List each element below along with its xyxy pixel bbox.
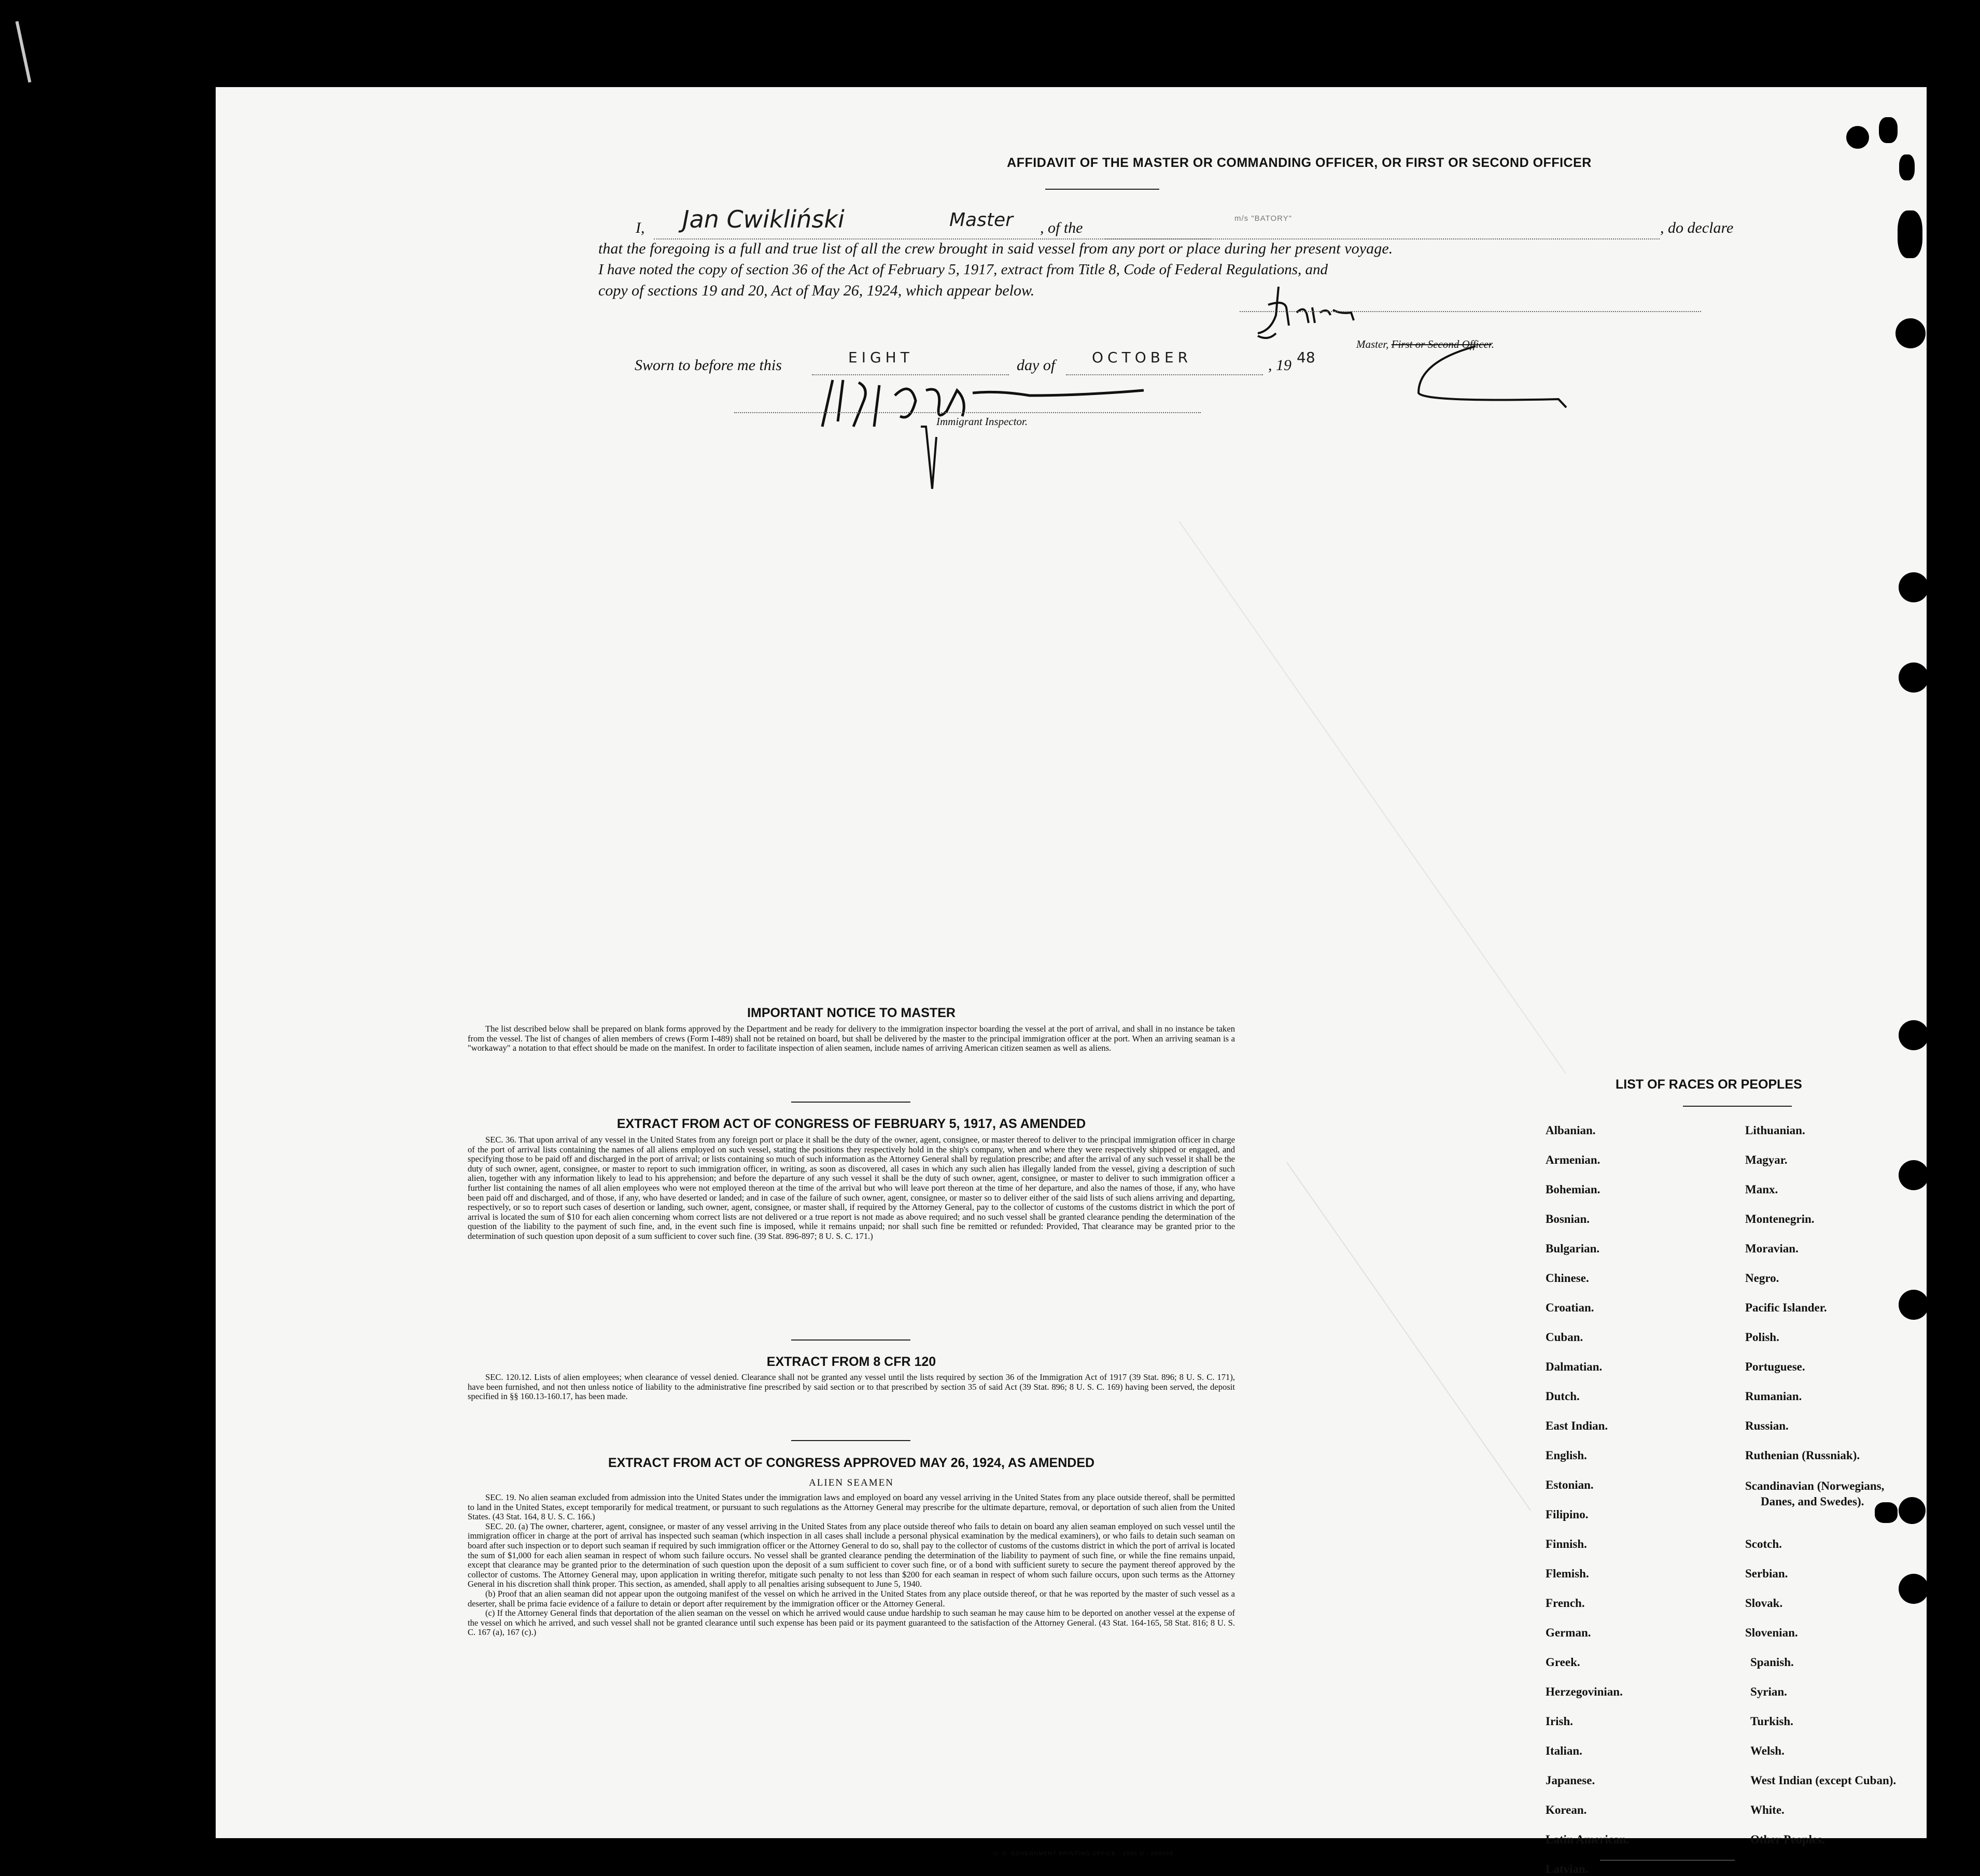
race-item: Slovak.	[1745, 1597, 1783, 1610]
inspector-signature-line	[734, 411, 1201, 413]
punch-hole	[1899, 662, 1929, 693]
declaration-prefix: I,	[636, 219, 645, 236]
race-item: Filipino.	[1546, 1508, 1589, 1521]
declaration-line-2: that the foregoing is a full and true list of all the crew brought in said vessel from any port or place during her present voyage.	[598, 240, 1393, 257]
faint-tick-mark	[1286, 1162, 1531, 1511]
races-title: LIST OF RACES OR PEOPLES	[1616, 1077, 1802, 1092]
extract-cfr-text	[468, 1373, 1235, 1402]
race-item: Ruthenian (Russniak).	[1745, 1449, 1860, 1462]
caption-struck-officer: First or Second Officer	[1391, 338, 1492, 350]
race-item: Chinese.	[1546, 1272, 1589, 1285]
race-item: Dutch.	[1546, 1390, 1580, 1403]
race-item-line: Danes, and Swedes).	[1761, 1495, 1864, 1508]
race-item: Albanian.	[1546, 1124, 1596, 1137]
race-item: Turkish.	[1750, 1715, 1793, 1728]
race-item: Cuban.	[1546, 1331, 1583, 1344]
race-item: Scotch.	[1745, 1538, 1782, 1550]
race-item: Slovenian.	[1745, 1626, 1798, 1639]
race-item-multiline	[1745, 1478, 1963, 1510]
punch-hole	[1899, 572, 1929, 602]
race-item: Serbian.	[1745, 1567, 1788, 1580]
inspector-caption: Immigrant Inspector.	[936, 415, 1028, 428]
race-item: Finnish.	[1546, 1538, 1587, 1550]
sec-36-paragraph: SEC. 36. That upon arrival of any vessel in the United States from any foreign port or place it shall be the duty of the owner, agent, consignee, or master thereof to deliver to the principal immigration officer in charge of the port of arrival lists containing the names of all aliens employed on such vessel, stating the positions they respectively hold in the ship's company, when and where they were respectively shipped or engaged, and specifying those to be paid off and discharged in the port of arrival; or lists containing so much of such information as the Attorney General shall by regulation prescribe; and after the arrival of any such vessel it shall be the duty of such owner, agent, consignee, or master to report to such immigration officer, in writing, as soon as discovered, all cases in which any such alien has illegally landed from the vessel, giving a description of such alien, together with any information likely to lead to his apprehension; and before the departure of any such vessel it shall be the duty of such owner, agent, consignee, or master to deliver to such immigration officer a further list containing the names of all alien employees who were not employed thereon at the time of the arrival but who will leave port thereon at the time of her departure, and also the names of those, if any, who have been paid off and discharged, and of those, if any, who have deserted or landed; and in case of the failure of such owner, agent, consignee, or master so to deliver either of the said lists of such aliens arriving and departing, respectively, or so to report such cases of desertion or landing, such owner, agent, consignee, or master shall, if required by the Attorney General, pay to the collector of customs of the customs district in which the port of arrival is located the sum of $10 for each alien concerning whom correct lists are not delivered or a true report is not made as above required; and no such vessel shall be granted clearance pending the determination of the question of the liability to the payment of such fine, and, in the event such fine is imposed, while it remains unpaid; nor shall such fine be remitted or refunded: Provided, That clearance may be granted prior to the determination of such question upon deposit of a sum sufficient to cover such fine. (39 Stat. 896-897; 8 U. S. C. 171.)	[468, 1135, 1235, 1241]
race-item: Armenian.	[1546, 1153, 1600, 1166]
race-item: Negro.	[1745, 1272, 1779, 1285]
punch-hole	[1899, 1290, 1929, 1320]
race-item: Korean.	[1546, 1803, 1587, 1816]
section-rule	[791, 1339, 910, 1341]
race-item: Dalmatian.	[1546, 1360, 1603, 1373]
race-item: Polish.	[1745, 1331, 1779, 1344]
section-rule	[791, 1440, 910, 1441]
race-item: White.	[1750, 1803, 1785, 1816]
race-item: Latvian.	[1546, 1863, 1589, 1875]
race-item: Pacific Islander.	[1745, 1301, 1827, 1314]
race-item: West Indian (except Cuban).	[1750, 1774, 1897, 1787]
of-the-text: , of the	[1040, 219, 1083, 236]
document-page	[216, 87, 1927, 1875]
sworn-prefix: Sworn to before me this	[635, 357, 782, 374]
affidavit-title: AFFIDAVIT OF THE MASTER OR COMMANDING OFFICER, OR FIRST OR SECOND OFFICER	[1007, 156, 1592, 170]
race-item: Syrian.	[1750, 1685, 1787, 1698]
race-item: Magyar.	[1745, 1153, 1788, 1166]
race-item: Bosnian.	[1546, 1212, 1590, 1225]
race-item: Spanish.	[1750, 1656, 1794, 1669]
faint-tick-mark	[1178, 521, 1566, 1074]
race-item: Other Peoples.	[1750, 1833, 1825, 1846]
race-item-line: Scandinavian (Norwegians,	[1745, 1479, 1885, 1492]
sec-20b-paragraph: (b) Proof that an alien seaman did not appear upon the outgoing manifest of the vessel on which he arrived in the United States from any place outside thereof, or that he was reported by the master of such vessel as a deserter, shall be prima facie evidence of a failure to detain or deport after requirement by the immigration officer or the Attorney General.	[468, 1588, 1235, 1609]
declaration-line-4: copy of sections 19 and 20, Act of May 26, 1924, which appear below.	[598, 282, 1035, 299]
race-item: Rumanian.	[1745, 1390, 1802, 1403]
race-item: Estonian.	[1546, 1478, 1594, 1491]
race-item: Herzegovinian.	[1546, 1685, 1623, 1698]
race-item: Croatian.	[1546, 1301, 1594, 1314]
signature-flourish	[1403, 341, 1579, 408]
extract-1917-title: EXTRACT FROM ACT OF CONGRESS OF FEBRUARY 5, 1917, AS AMENDED	[616, 1117, 1086, 1131]
punch-hole	[1846, 126, 1869, 149]
declaration-line-3: I have noted the copy of section 36 of the Act of February 5, 1917, extract from Title 8, Code of Federal Regulations, and	[598, 261, 1328, 278]
race-item: Russian.	[1745, 1419, 1789, 1432]
sworn-month-handwritten: OCTOBER	[1092, 349, 1192, 366]
race-item: Bohemian.	[1546, 1183, 1600, 1196]
race-item: Latin American.	[1546, 1833, 1629, 1846]
race-item: French.	[1546, 1597, 1585, 1610]
film-scratch	[16, 21, 32, 83]
race-item: Montenegrin.	[1745, 1212, 1815, 1225]
sworn-year-handwritten: 48	[1297, 349, 1315, 366]
race-item: Japanese.	[1546, 1774, 1595, 1787]
master-name-handwritten: Jan Cwikliński	[682, 205, 845, 233]
punch-hole	[1899, 1574, 1929, 1604]
race-item: Moravian.	[1745, 1242, 1799, 1255]
extract-1924-title: EXTRACT FROM ACT OF CONGRESS APPROVED MAY 26, 1924, AS AMENDED	[608, 1456, 1095, 1470]
race-item: Lithuanian.	[1745, 1124, 1805, 1137]
master-rank-handwritten: Master	[949, 209, 1013, 231]
race-item: East Indian.	[1546, 1419, 1608, 1432]
race-item: Italian.	[1546, 1744, 1582, 1757]
master-signature-line	[1240, 310, 1701, 312]
race-item: Irish.	[1546, 1715, 1574, 1728]
punch-hole	[1899, 1160, 1929, 1190]
race-item: Flemish.	[1546, 1567, 1589, 1580]
extract-1917-text	[468, 1135, 1235, 1242]
race-item: Manx.	[1745, 1183, 1778, 1196]
do-declare-text: , do declare	[1660, 219, 1734, 236]
edge-mark	[1879, 117, 1898, 143]
sec-19-paragraph: SEC. 19. No alien seaman excluded from admission into the United States under the immigration laws and employed on board any vessel arriving in the United States from any place outside thereof, shall be permitted to land in the United States, except temporarily for medical treatment, or pursuant to such regulations as the Attorney General may prescribe for the ultimate departure, removal, or deportation of such alien from the United States. (43 Stat. 164, 8 U. S. C. 166.)	[468, 1492, 1235, 1522]
alien-seamen-subtitle: ALIEN SEAMEN	[809, 1477, 894, 1488]
notice-text	[468, 1024, 1235, 1053]
inspector-signature	[812, 370, 1216, 504]
vessel-field-line	[1102, 221, 1660, 239]
race-item: English.	[1546, 1449, 1587, 1462]
notice-title: IMPORTANT NOTICE TO MASTER	[747, 1006, 956, 1020]
sec-20a-paragraph: SEC. 20. (a) The owner, charterer, agent, consignee, or master of any vessel arriving in the United States from any place outside thereof who fails to detain on board any alien seaman employed on such vessel until the immigration officer in charge at the port of arrival has inspected such seaman (which inspection in all cases shall include a personal physical examination by the medical examiners), or who fails to detain such seaman on board after such inspection or to deport such seaman if required by such immigration officer or the Attorney General to do so, shall pay to the collector of customs of the customs district in which the port of arrival is located the sum of $1,000 for each alien seaman in respect of whom such failure occurs. No vessel shall be granted clearance pending the determination of the liability to payment of such fine, or while the fine remains unpaid, except that clearance may be granted prior to the determination of such question upon the deposit of a sum sufficient to cover such fine, or of a bond with sufficient surety to secure the payment thereof approved by the collector of customs. The Attorney General may, upon application in writing therefor, mitigate such penalty to not less than $200 for each seaman in respect of whom such failure occurs, upon such terms as the Attorney General in his discretion shall think proper. This section, as amended, shall apply to all penalties arising subsequent to June 5, 1940.	[468, 1521, 1235, 1589]
edge-mark	[1898, 210, 1922, 258]
race-item: German.	[1546, 1626, 1591, 1639]
sec-120-paragraph: SEC. 120.12. Lists of alien employees; when clearance of vessel denied. Clearance shall not be granted any vessel until the lists required by section 36 of the Immigration Act of 1917 (39 Stat. 896; 8 U. S. C. 171), have been furnished, and not then unless notice of liability to the administrative fine prescribed by said section or to that prescribed by section 35 of said Act (39 Stat. 896; 8 U. S. C. 169) having been served, the deposit specified in §§ 160.13-160.17, has been made.	[468, 1372, 1235, 1402]
race-item: Bulgarian.	[1546, 1242, 1600, 1255]
notice-paragraph: The list described below shall be prepared on blank forms approved by the Department and be ready for delivery to the immigration inspector boarding the vessel at the port of arrival, and shall in no instance be taken from the vessel. The list of changes of alien members of crews (Form I-489) shall not be retained on board, but shall be delivered by the master to the principal immigration officer at the port. When an arriving seaman is a "workaway" a notation to that effect should be made on the manifest. In order to facilitate inspection of alien seamen, include names of arriving American citizen seamen as well as aliens.	[468, 1024, 1235, 1053]
printer-footer: U. S. GOVERNMENT PRINTING OFFICE : 1946 O - 689069	[993, 1851, 1173, 1857]
title-rule	[1045, 189, 1159, 190]
day-of-text: day of	[1017, 357, 1056, 374]
sec-20c-paragraph: (c) If the Attorney General finds that deportation of the alien seaman on the vessel on which he arrived would cause undue hardship to such seaman he may cause him to be deported on another vessel at the expense of the vessel on which he arrived, and such vessel shall not be granted clearance until such expense has been paid or its payment guaranteed to the satisfaction of the Attorney General. (43 Stat. 164-165, 58 Stat. 816; 8 U. S. C. 167 (a), 167 (c).)	[468, 1608, 1235, 1638]
year-prefix: , 19	[1268, 357, 1291, 374]
sworn-day-handwritten: EIGHT	[848, 349, 914, 366]
caption-master: Master,	[1356, 338, 1389, 350]
caption-period: .	[1491, 338, 1494, 350]
race-item: Welsh.	[1750, 1744, 1785, 1757]
extract-cfr-title: EXTRACT FROM 8 CFR 120	[766, 1355, 936, 1369]
punch-hole	[1899, 1020, 1929, 1050]
extract-1924-text	[468, 1493, 1235, 1638]
race-item: Portuguese.	[1745, 1360, 1805, 1373]
races-title-rule	[1683, 1106, 1792, 1107]
race-item: Greek.	[1546, 1656, 1580, 1669]
edge-mark	[1899, 154, 1915, 180]
punch-hole	[1895, 318, 1926, 348]
section-rule	[791, 1102, 910, 1103]
vessel-name-stamp: m/s "BATORY"	[1234, 214, 1293, 223]
